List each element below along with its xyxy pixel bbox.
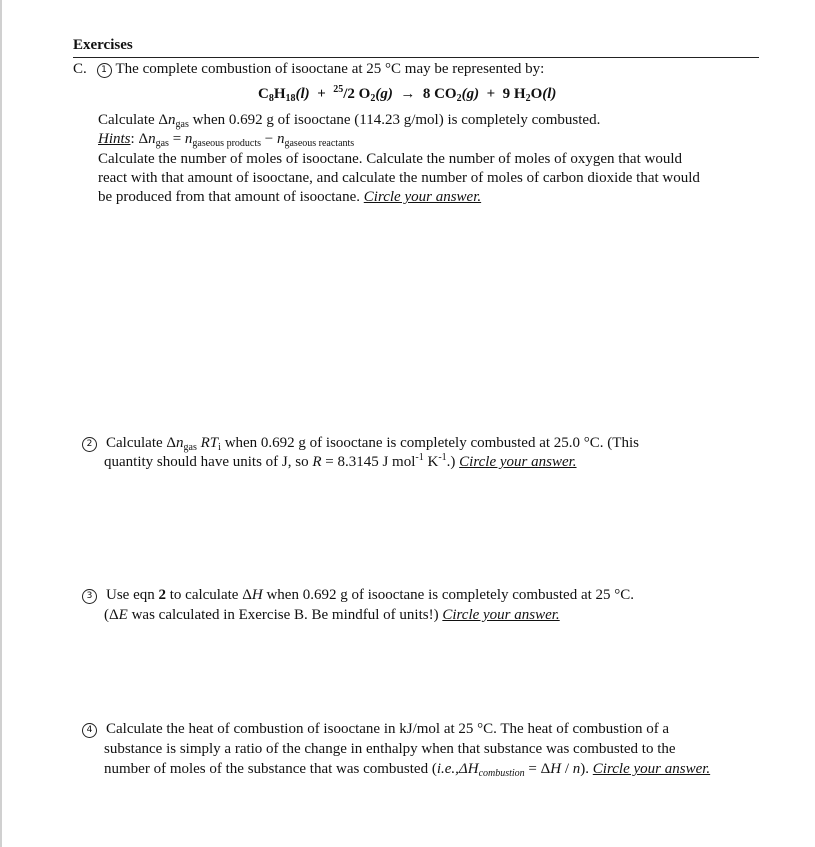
page-left-edge bbox=[0, 0, 2, 847]
page-title: Exercises bbox=[73, 37, 133, 53]
step-1-body-line-3: be produced from that amount of isooctane. Circle your answer. bbox=[98, 189, 482, 205]
step-1-circle-answer: Circle your answer. bbox=[363, 189, 482, 205]
step-3-line-2: (ΔE was calculated in Exercise B. Be mindful of units!) Circle your answer. bbox=[104, 607, 560, 623]
step-3-number-icon: 3 bbox=[82, 589, 97, 604]
reaction-arrow-icon: → bbox=[400, 86, 416, 102]
step-1-body-line-2: react with that amount of isooctane, and calculate the number of moles of carbon dioxide that would bbox=[98, 170, 700, 186]
step-1-calculate-line: Calculate $\Delta n_{gas}$ when 0.692 g of isooctane (114.23 g/mol) is completely combusted. bbox=[98, 112, 601, 130]
exercise-c-intro bbox=[73, 60, 544, 79]
step-3-circle-answer: Circle your answer. bbox=[442, 607, 560, 623]
step-2-circle-answer: Circle your answer. bbox=[459, 454, 577, 470]
step-1-intro-text: The complete combustion of isooctane at 25 °C may be represented by: bbox=[115, 61, 545, 77]
step-2-line-2: quantity should have units of J, so R = 8.3145 J mol$^{-1}$ $K^{-1}$.) Circle your answer. bbox=[104, 452, 577, 470]
step-4-line-2: substance is simply a ratio of the change in enthalpy when that substance was combusted to the bbox=[104, 741, 676, 757]
step-1-body-line-1: Calculate the number of moles of isooctane. Calculate the number of moles of oxygen that would bbox=[98, 151, 683, 167]
step-4-line-3: number of moles of the substance that was combusted $(i.e.,\Delta H_{combustion} = \Delta H / n)$. Circle your answer. bbox=[104, 761, 711, 779]
step-4-circle-answer: Circle your answer. bbox=[592, 761, 711, 777]
step-1-number-icon: 1 bbox=[97, 63, 112, 78]
exercise-letter: C. bbox=[73, 61, 87, 77]
step-4-line-1: 4 Calculate the heat of combustion of isooctane in kJ/mol at 25 °C. The heat of combustion of a bbox=[82, 720, 669, 739]
step-4-number-icon: 4 bbox=[82, 723, 97, 738]
step-1-hints-line: Hints: $\Delta n_{gas} = n_{gaseous products} - n_{gaseous reactants}$ bbox=[98, 131, 355, 149]
title-divider bbox=[73, 57, 759, 58]
step-3-line-1: 3 Use eqn 2 to calculate ΔH when 0.692 g of isooctane is completely combusted at 25 °C. bbox=[82, 586, 634, 605]
step-2-number-icon: 2 bbox=[82, 437, 97, 452]
step-2-line-1: 2 Calculate $\Delta n_{gas}$ $RT_i$ when 0.692 g of isooctane is completely combusted at 25.0 °C. (This bbox=[82, 434, 639, 453]
hints-label: Hints bbox=[98, 131, 131, 147]
combustion-equation: $C_8H_{18}(l) + ^{25}/2$ $O_2(g) \to 8$ $CO_2(g) + 9$ $H_2O(l)$ bbox=[258, 84, 557, 104]
